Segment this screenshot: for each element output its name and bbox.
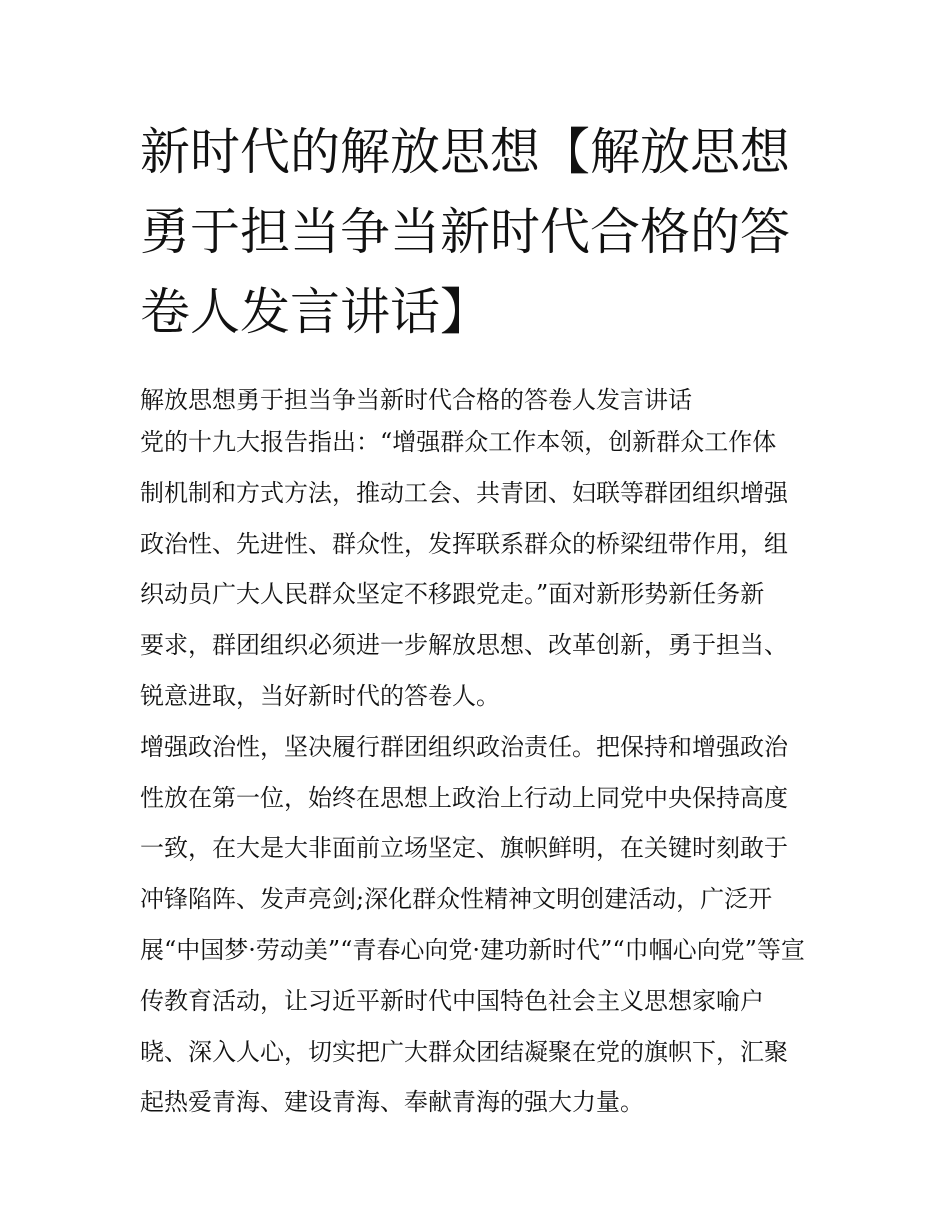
title-line: 勇于担当争当新时代合格的答 [140, 203, 790, 261]
document-subtitle: 解放思想勇于担当争当新时代合格的答卷人发言讲话 [140, 386, 692, 414]
paragraph-line: 起热爱青海、建设青海、奉献青海的强大力量。 [140, 1088, 644, 1117]
document-page [140, 112, 815, 1128]
paragraph [140, 722, 815, 1128]
paragraph-line: 党的十九大报告指出：“增强群众工作本领，创新群众工作体 [140, 428, 777, 456]
paragraph-line: 晓、深入人心，切实把广大群众团结凝聚在党的旗帜下，汇聚 [140, 1037, 788, 1066]
paragraph-line: 展“中国梦·劳动美”“青春心向党·建功新时代”“巾帼心向党”等宣 [140, 935, 805, 964]
document-title [140, 112, 815, 352]
paragraph-line: 性放在第一位，始终在思想上政治上行动上同党中央保持高度 [140, 783, 788, 812]
paragraph-line: 要求，群团组织必须进一步解放思想、改革创新，勇于担当、 [140, 631, 788, 660]
paragraph-line: 冲锋陷阵、发声亮剑;深化群众性精神文明创建活动，广泛开 [140, 885, 773, 914]
paragraph-line: 织动员广大人民群众坚定不移跟党走。”面对新形势新任务新 [140, 580, 765, 609]
paragraph-line: 一致，在大是大非面前立场坚定、旗帜鲜明，在关键时刻敢于 [140, 834, 788, 863]
paragraph-line: 传教育活动，让习近平新时代中国特色社会主义思想家喻户 [140, 986, 764, 1015]
paragraph-line: 锐意进取，当好新时代的答卷人。 [140, 681, 500, 710]
paragraph-line: 增强政治性，坚决履行群团组织政治责任。把保持和增强政治 [140, 732, 788, 761]
title-line: 新时代的解放思想【解放思想 [140, 123, 790, 181]
title-line: 卷人发言讲话】 [140, 283, 490, 341]
paragraph-line: 制机制和方式方法，推动工会、共青团、妇联等群团组织增强 [140, 478, 788, 507]
paragraph-line: 政治性、先进性、群众性，发挥联系群众的桥梁纽带作用，组 [140, 529, 788, 558]
paragraph [140, 417, 815, 722]
